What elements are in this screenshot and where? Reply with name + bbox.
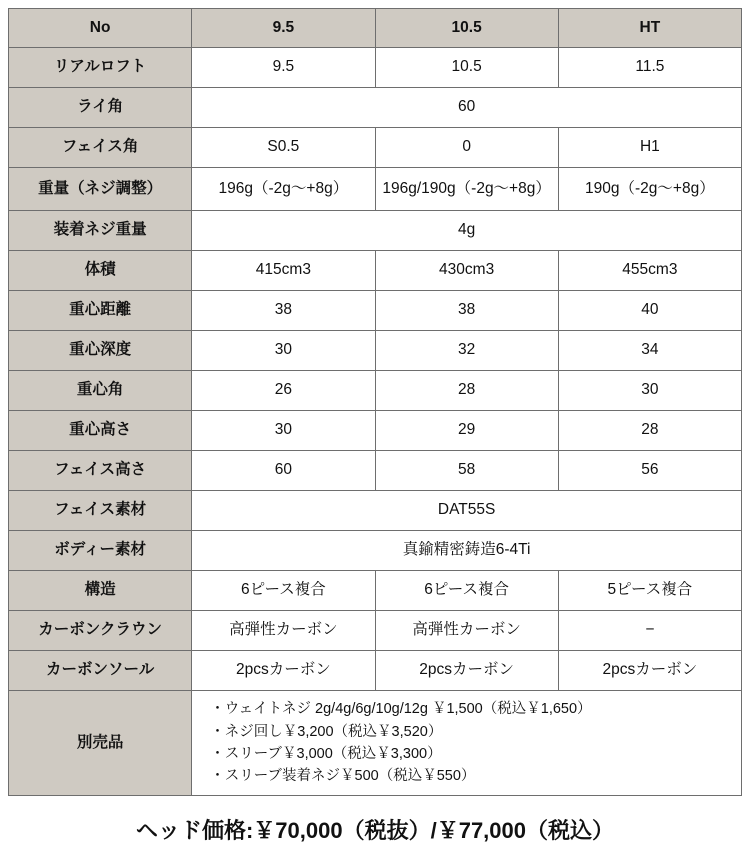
table-row bbox=[9, 291, 742, 331]
table-row bbox=[9, 331, 742, 371]
extras-line: ・スリーブ￥3,000（税込￥3,300） bbox=[210, 746, 442, 762]
cell-value: 2pcsカーボン bbox=[375, 651, 558, 691]
table-row bbox=[9, 371, 742, 411]
extras-cell bbox=[192, 691, 742, 796]
row-label: カーボンクラウン bbox=[9, 611, 192, 651]
header-cell-ht: HT bbox=[558, 9, 741, 48]
table-row bbox=[9, 411, 742, 451]
cell-value: 190g（-2g〜+8g） bbox=[558, 168, 741, 211]
table-row-extras bbox=[9, 691, 742, 796]
cell-value: 60 bbox=[192, 451, 375, 491]
row-label: 重心距離 bbox=[9, 291, 192, 331]
cell-value: 455cm3 bbox=[558, 251, 741, 291]
cell-value: 4g bbox=[192, 211, 742, 251]
cell-value: 58 bbox=[375, 451, 558, 491]
row-label: カーボンソール bbox=[9, 651, 192, 691]
table-row bbox=[9, 451, 742, 491]
row-label: 体積 bbox=[9, 251, 192, 291]
header-cell-9.5: 9.5 bbox=[192, 9, 375, 48]
cell-value: 9.5 bbox=[192, 48, 375, 88]
table-row bbox=[9, 531, 742, 571]
cell-value: 6ピース複合 bbox=[375, 571, 558, 611]
row-label: フェイス素材 bbox=[9, 491, 192, 531]
cell-value: 430cm3 bbox=[375, 251, 558, 291]
head-price: ヘッド価格:￥70,000（税抜）/￥77,000（税込） bbox=[135, 818, 615, 843]
table-row bbox=[9, 651, 742, 691]
extras-list bbox=[194, 698, 739, 788]
row-label: 重心深度 bbox=[9, 331, 192, 371]
row-label: 重心角 bbox=[9, 371, 192, 411]
cell-value: 2pcsカーボン bbox=[558, 651, 741, 691]
row-label: ライ角 bbox=[9, 88, 192, 128]
table-row bbox=[9, 88, 742, 128]
cell-value: 60 bbox=[192, 88, 742, 128]
cell-value: 26 bbox=[192, 371, 375, 411]
cell-value: 32 bbox=[375, 331, 558, 371]
cell-value: 30 bbox=[192, 331, 375, 371]
cell-value: 10.5 bbox=[375, 48, 558, 88]
cell-value: 真鍮精密鋳造6-4Ti bbox=[192, 531, 742, 571]
header-cell-10.5: 10.5 bbox=[375, 9, 558, 48]
row-label: フェイス角 bbox=[9, 128, 192, 168]
cell-value: 38 bbox=[192, 291, 375, 331]
table-row bbox=[9, 128, 742, 168]
cell-value: 28 bbox=[375, 371, 558, 411]
cell-value: H1 bbox=[558, 128, 741, 168]
cell-value: 196g（-2g〜+8g） bbox=[192, 168, 375, 211]
cell-value: 6ピース複合 bbox=[192, 571, 375, 611]
cell-value: 56 bbox=[558, 451, 741, 491]
cell-value: 0 bbox=[375, 128, 558, 168]
cell-value: 34 bbox=[558, 331, 741, 371]
row-label: リアルロフト bbox=[9, 48, 192, 88]
cell-value: 415cm3 bbox=[192, 251, 375, 291]
cell-value: 5ピース複合 bbox=[558, 571, 741, 611]
cell-value: − bbox=[558, 611, 741, 651]
cell-value: DAT55S bbox=[192, 491, 742, 531]
row-label: 構造 bbox=[9, 571, 192, 611]
table-row bbox=[9, 211, 742, 251]
extras-line: ・スリーブ装着ネジ￥500（税込￥550） bbox=[210, 768, 476, 785]
table-row bbox=[9, 611, 742, 651]
cell-value: 高弾性カーボン bbox=[192, 611, 375, 651]
row-label-extras: 別売品 bbox=[9, 691, 192, 796]
cell-value: 196g/190g（-2g〜+8g） bbox=[375, 168, 558, 211]
cell-value: 2pcsカーボン bbox=[192, 651, 375, 691]
cell-value: 高弾性カーボン bbox=[375, 611, 558, 651]
cell-value: 28 bbox=[558, 411, 741, 451]
cell-value: S0.5 bbox=[192, 128, 375, 168]
table-row bbox=[9, 571, 742, 611]
table-row bbox=[9, 168, 742, 211]
cell-value: 30 bbox=[192, 411, 375, 451]
cell-value: 40 bbox=[558, 291, 741, 331]
header-cell-no: No bbox=[9, 9, 192, 48]
cell-value: 30 bbox=[558, 371, 741, 411]
row-label: ボディー素材 bbox=[9, 531, 192, 571]
cell-value: 38 bbox=[375, 291, 558, 331]
row-label: フェイス高さ bbox=[9, 451, 192, 491]
extras-line: ・ウェイトネジ 2g/4g/6g/10g/12g ￥1,500（税込￥1,650） bbox=[210, 701, 592, 718]
cell-value: 11.5 bbox=[558, 48, 741, 88]
row-label: 重量（ネジ調整） bbox=[9, 168, 192, 211]
row-label: 装着ネジ重量 bbox=[9, 211, 192, 251]
table-header-row bbox=[9, 9, 742, 48]
spec-table bbox=[8, 8, 742, 796]
cell-value: 29 bbox=[375, 411, 558, 451]
row-label: 重心高さ bbox=[9, 411, 192, 451]
extras-line: ・ネジ回し￥3,200（税込￥3,520） bbox=[210, 723, 443, 740]
table-row bbox=[9, 491, 742, 531]
table-row bbox=[9, 48, 742, 88]
table-row bbox=[9, 251, 742, 291]
